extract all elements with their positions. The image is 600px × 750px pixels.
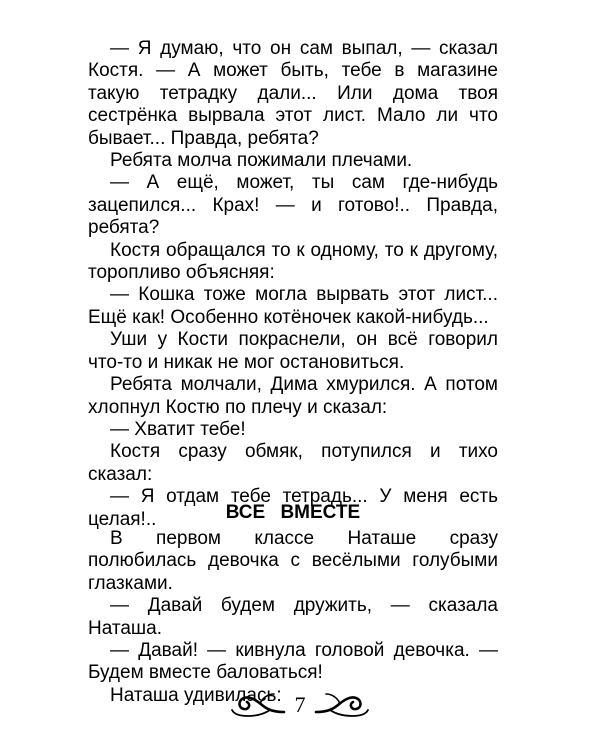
paragraph: — Я отдам тебе тетрадь... У меня есть целая!.. [88, 486, 498, 530]
paragraph: — Давай! — кивнула головой девочка. — Будем вместе баловаться! [88, 640, 498, 684]
paragraph: — Я думаю, что он сам выпал, — сказал Костя. — А может быть, тебе в магазине такую тетрадку дали... Или дома твоя сестрёнка вырвала этот лист. Мало ли что бывает... Правда, ребята? [88, 38, 498, 149]
paragraph: Ребята молча пожимали плечами. [110, 150, 413, 172]
paragraph: Уши у Кости покраснели, он всё говорил что-то и никак не мог остановиться. [88, 329, 498, 373]
paragraph: Ребята молчали, Дима хмурился. А потом хлопнул Костю по плечу и сказал: [88, 374, 498, 418]
page-number: 7 [294, 692, 306, 717]
paragraph: — Кошка тоже могла вырвать этот лист... Ещё как! Особенно котёночек какой-нибудь... [88, 284, 498, 328]
paragraph: Костя обращался то к одному, то к другому, торопливо объясняя: [88, 239, 498, 284]
paragraph: — А ещё, может, ты сам где-нибудь зацепился... Крах! — и готово!.. Правда, ребята? [88, 172, 498, 239]
paragraph: — Давай будем дружить, — сказала Наташа. [88, 595, 498, 639]
paragraph: Наташа удивилась: [110, 684, 282, 706]
story-text-part-1 [88, 38, 498, 531]
story-text-part-2 [88, 528, 498, 707]
scroll-ornament-left-icon [230, 690, 286, 720]
paragraph: Костя сразу обмяк, потупился и тихо сказал: [88, 441, 498, 485]
paragraph: В первом классе Наташе сразу полюбилась девочка с весёлыми голубыми глазками. [88, 528, 498, 594]
paragraph: — Хватит тебе! [110, 418, 246, 440]
section-title: ВСЕ ВМЕСТЕ [225, 502, 361, 523]
page-footer [230, 686, 370, 726]
scroll-ornament-right-icon [314, 690, 370, 720]
